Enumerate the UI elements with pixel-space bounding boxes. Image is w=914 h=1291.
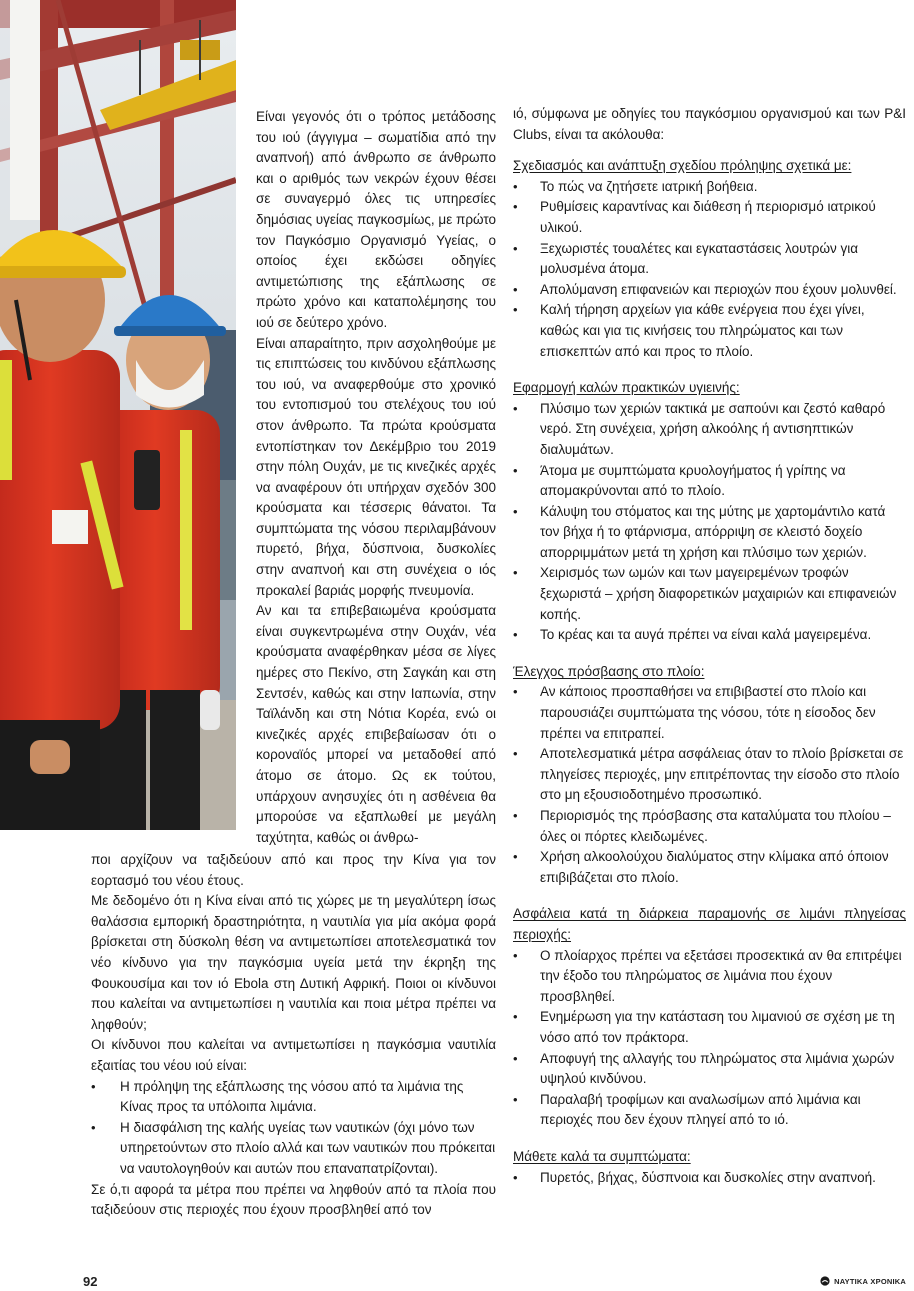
bullet-list xyxy=(513,1168,906,1189)
paragraph: Αν και τα επιβεβαιωμένα κρούσματα είναι συγκεντρωμένα στην Ουχάν, νέα κρούσματα αναφέρθηκαν μέσα σε λίγες ημέρες στο Πεκίνο, στη Σαγκάη και στη Σεντσέν, καθώς και στην Ιαπωνία, στην Ταϊλάνδη και στη Νότια Κορέα, ενώ οι κινεζικές αρχές επιβεβαίωσαν ότι ο κοροναϊός μπορεί να μεταδοθεί από άτομο σε άτομο. Ως εκ τούτου, υπάρχουν ανησυχίες ότι η ασθένεια θα μπορούσε να εξαπλωθεί με μεγάλη ταχύτητα, καθώς οι άνθρω- xyxy=(256,603,496,845)
paragraph: Οι κίνδυνοι που καλείται να αντιμετωπίσει η παγκόσμια ναυτιλία εξαιτίας του νέου ιού είναι: xyxy=(91,1037,496,1073)
paragraph: ποι αρχίζουν να ταξιδεύουν από και προς την Κίνα για τον εορτασμό του νέου έτους. xyxy=(91,852,496,888)
list-item: • Ρυθμίσεις καραντίνας και διάθεση ή περιορισμό ιατρικού υλικού. xyxy=(513,197,906,238)
list-item: • Πυρετός, βήχας, δύσπνοια και δυσκολίες στην αναπνοή. xyxy=(513,1168,906,1189)
brand-footer xyxy=(820,1276,906,1286)
text-column-middle xyxy=(256,107,496,848)
list-item: • Ενημέρωση για την κατάσταση του λιμανιού σε σχέση με τη νόσο από τον πράκτορα. xyxy=(513,1007,906,1048)
list-item: • Το κρέας και τα αυγά πρέπει να είναι καλά μαγειρεμένα. xyxy=(513,625,906,646)
section-heading: Σχεδιασμός και ανάπτυξη σχεδίου πρόληψης σχετικά με: xyxy=(513,158,852,174)
list-item: • Άτομα με συμπτώματα κρυολογήματος ή γρίπης να απομακρύνονται από το πλοίο. xyxy=(513,461,906,502)
section-heading: Εφαρμογή καλών πρακτικών υγιεινής: xyxy=(513,380,740,396)
list-item: • Αν κάποιος προσπαθήσει να επιβιβαστεί στο πλοίο και παρουσιάζει συμπτώματα της νόσου, τότε η είσοδος δεν πρέπει να επιτραπεί. xyxy=(513,682,906,744)
paragraph: Είναι απαραίτητο, πριν ασχοληθούμε με τις επιπτώσεις του κινδύνου εξάπλωσης του ιού, να αναφερθούμε στο χρονικό του εντοπισμού του στελέχους του ιού στον άνθρωπο. Τα πρώτα κρούσματα εντοπίστηκαν τον Δεκέμβριο του 2019 στην πόλη Ουχάν, με τις κινεζικές αρχές να αναφέρουν ότι υπήρχαν σχεδόν 300 κρούσματα και τέσσερις θάνατοι. Τα συμπτώματα της νόσου περιλαμβάνουν πυρετό, βήχα, δύσπνοια, δυσκολίες στην αναπνοή και στη συνέχεια ο ιός προκαλεί βαριάς μορφής πνευμονία. xyxy=(256,335,496,598)
list-item: • Παραλαβή τροφίμων και αναλωσίμων από λιμάνια και περιοχές που δεν έχουν πληγεί από το ιό. xyxy=(513,1090,906,1131)
list-item: • Καλή τήρηση αρχείων για κάθε ενέργεια που έχει γίνει, καθώς και για τις κινήσεις του πληρώματος και των επισκεπτών από και προς το πλοίο. xyxy=(513,300,906,362)
paragraph: Με δεδομένο ότι η Κίνα είναι από τις χώρες με τη μεγαλύτερη ίσως θαλάσσια εμπορική δραστηριότητα, η ναυτιλία για μία ακόμα φορά βρίσκεται στη δύσκολη θέση να αντιμετωπίσει αποτελεσματικά τον νέο κίνδυνο για την παγκόσμια υγεία μετά την έκρηξη της Φουκουσίμα και τον ιό Ebola στη Δυτική Αφρική. Ποιοι οι κίνδυνοι που καλείται να αντιμετωπίσει η ναυτιλία και ποια μέτρα πρέπει να ληφθούν; xyxy=(91,893,496,1032)
list-item: • Η διασφάλιση της καλής υγείας των ναυτικών (όχι μόνο των υπηρετούντων στο πλοίο αλλά και των ναυτικών που πρόκειται να ναυτολογηθούν και αυτών που επαναπατρίζονται). xyxy=(91,1118,496,1180)
list-item: • Χρήση αλκοολούχου διαλύματος στην κλίμακα από όποιον επιβιβάζεται στο πλοίο. xyxy=(513,847,906,888)
bullet-list xyxy=(513,399,906,646)
brand-name: ΝΑΥΤΙΚΑ ΧΡΟΝΙΚΑ xyxy=(834,1276,906,1286)
list-item: • Κάλυψη του στόματος και της μύτης με χαρτομάντιλο κατά τον βήχα ή το φτάρνισμα, απόρριψη σε κλειστό δοχείο απορριμμάτων μετά τη χρήση και πλύσιμο των χεριών. xyxy=(513,502,906,564)
list-item: • Το πώς να ζητήσετε ιατρική βοήθεια. xyxy=(513,177,906,198)
port-workers-photo xyxy=(0,0,236,830)
brand-logo-icon xyxy=(820,1276,830,1286)
bullet-list xyxy=(513,682,906,888)
list-item: • Πλύσιμο των χεριών τακτικά με σαπούνι και ζεστό καθαρό νερό. Στη συνέχεια, χρήση αλκοόλης ή αντισηπτικών διαλυμάτων. xyxy=(513,399,906,461)
paragraph: ιό, σύμφωνα με οδηγίες του παγκόσμιου οργανισμού και των P&I Clubs, είναι τα ακόλουθα: xyxy=(513,106,906,142)
list-item: • Ξεχωριστές τουαλέτες και εγκαταστάσεις λουτρών για μολυσμένα άτομα. xyxy=(513,239,906,280)
section-heading: Μάθετε καλά τα συμπτώματα: xyxy=(513,1148,691,1164)
bullet-list xyxy=(513,177,906,362)
list-item: • Αποφυγή της αλλαγής του πληρώματος στα λιμάνια χωρών υψηλού κινδύνου. xyxy=(513,1049,906,1090)
bullet-list xyxy=(513,946,906,1131)
paragraph: Είναι γεγονός ότι ο τρόπος μετάδοσης του ιού (άγγιγμα – σωματίδια από την αναπνοή) από άνθρωπο σε άνθρωπο και ο αριθμός των νεκρών έχουν θέσει σε συναγερμό όλες τις υπηρεσίες δημόσιας υγείας παγκοσμίως, με πρώτο τον Παγκόσμιο Οργανισμό Υγείας, ο οποίος έχει εκδώσει οδηγίες αντιμετώπισης της εξάπλωσης σε πρώτο χρόνο και καταπολέμησης του ιού σε δεύτερο χρόνο. xyxy=(256,109,496,330)
list-item: • Περιορισμός της πρόσβασης στα καταλύματα του πλοίου – όλες οι πόρτες κλειδωμένες. xyxy=(513,806,906,847)
section-heading: Έλεγχος πρόσβασης στο πλοίο: xyxy=(513,663,705,679)
list-item: • Ο πλοίαρχος πρέπει να εξετάσει προσεκτικά αν θα επιτρέψει την έξοδο του πληρώματος σε λιμάνια που έχουν προσβληθεί. xyxy=(513,946,906,1008)
list-item: • Η πρόληψη της εξάπλωσης της νόσου από τα λιμάνια της Κίνας προς τα υπόλοιπα λιμάνια. xyxy=(91,1077,496,1118)
article-photo xyxy=(0,0,236,830)
risks-list xyxy=(91,1077,496,1180)
paragraph: Σε ό,τι αφορά τα μέτρα που πρέπει να ληφθούν από τα πλοία που ταξιδεύουν στις περιοχές που έχουν προσβληθεί από τον xyxy=(91,1181,496,1218)
text-column-right xyxy=(513,104,906,1188)
section-heading: Ασφάλεια κατά τη διάρκεια παραμονής σε λιμάνι πληγείσας περιοχής: xyxy=(513,906,906,942)
text-column-bottom-left xyxy=(91,850,496,1221)
list-item: • Χειρισμός των ωμών και των μαγειρεμένων τροφών ξεχωριστά – χρήση διαφορετικών μαχαιριών και επιφανειών κοπής. xyxy=(513,563,906,625)
list-item: • Αποτελεσματικά μέτρα ασφάλειας όταν το πλοίο βρίσκεται σε πληγείσες περιοχές, μην επιτρέποντας την είσοδο στο πλοίο στο μη εξουσιοδοτημένο προσωπικό. xyxy=(513,744,906,806)
page-number: 92 xyxy=(83,1274,98,1289)
list-item: • Απολύμανση επιφανειών και περιοχών που έχουν μολυνθεί. xyxy=(513,280,906,301)
